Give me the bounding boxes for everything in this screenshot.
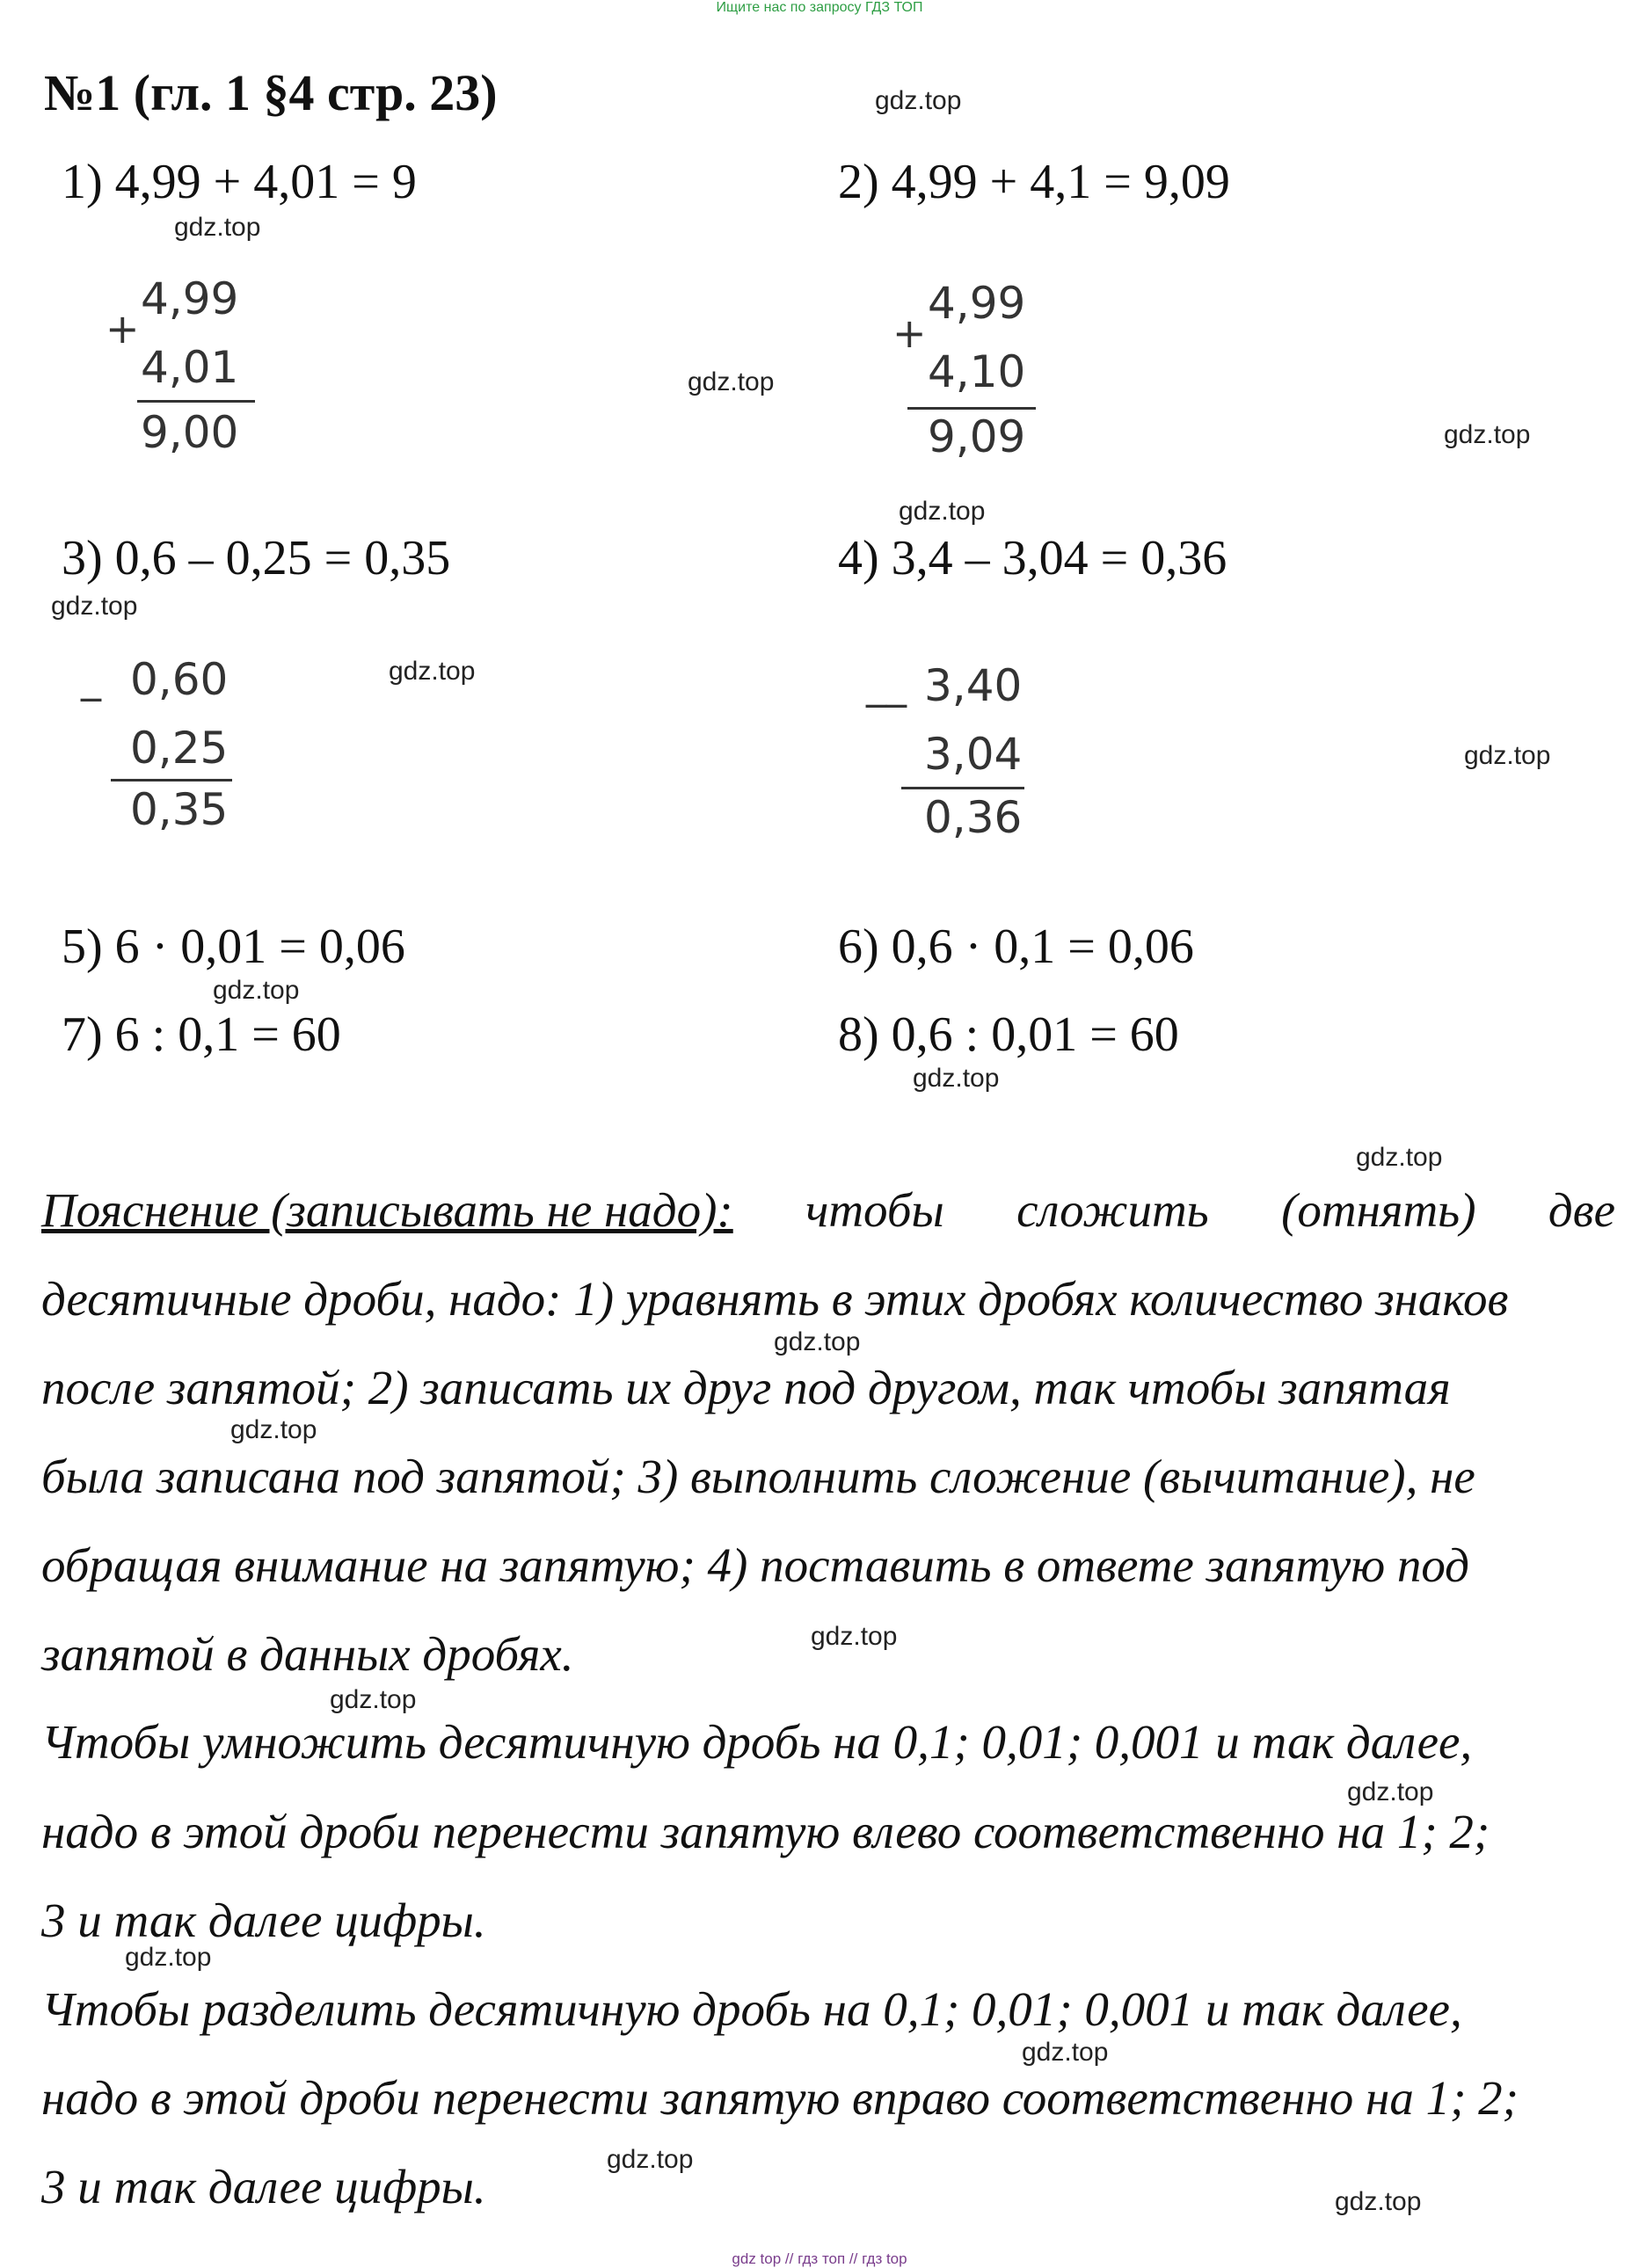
equation-5: 5) 6 · 0,01 = 0,06: [62, 920, 405, 974]
column-addition-1: [106, 273, 264, 470]
watermark: gdz.top: [1335, 2187, 1422, 2216]
explanation-label: Пояснение (записывать не надо):: [41, 1183, 733, 1237]
watermark: gdz.top: [230, 1415, 317, 1444]
divide-rule-line-3: 3 и так далее цифры.: [41, 2160, 486, 2213]
page-title: №1 (гл. 1 §4 стр. 23): [44, 64, 498, 121]
column-rule: [111, 779, 232, 781]
search-hint-banner: Ищите нас по запросу ГДЗ ТОП: [716, 0, 923, 15]
watermark: gdz.top: [1464, 741, 1551, 770]
watermark: gdz.top: [389, 657, 476, 686]
equation-4: 4) 3,4 – 3,04 = 0,36: [838, 531, 1227, 585]
divide-rule-line-2: надо в этой дроби перенести запятую вправо соответственно на 1; 2;: [41, 2071, 1519, 2125]
watermark: gdz.top: [51, 592, 138, 621]
explanation-line-4: была записана под запятой; 3) выполнить сложение (вычитание), не: [41, 1450, 1475, 1503]
column-bottom-number: 0,25: [130, 723, 229, 774]
column-top-number: 0,60: [130, 654, 229, 705]
watermark: gdz.top: [811, 1622, 898, 1651]
watermark: gdz.top: [607, 2145, 694, 2174]
column-top-number: 4,99: [928, 278, 1026, 329]
explanation-word: две: [1548, 1183, 1615, 1237]
column-subtraction-3: [81, 654, 239, 851]
column-bottom-number: 3,04: [924, 729, 1023, 780]
multiply-rule-line-1: Чтобы умножить десятичную дробь на 0,1; 0,01; 0,001 и так далее,: [41, 1715, 1473, 1769]
watermark: gdz.top: [1444, 420, 1531, 449]
minus-sign: _: [81, 654, 101, 701]
column-subtraction-4: [866, 660, 1042, 857]
column-top-number: 3,40: [924, 660, 1023, 711]
multiply-rule-line-3: 3 и так далее цифры.: [41, 1894, 486, 1947]
minus-sign: __: [866, 660, 907, 708]
equation-2: 2) 4,99 + 4,1 = 9,09: [838, 155, 1230, 209]
column-result: 0,36: [924, 792, 1023, 843]
column-rule: [901, 787, 1024, 789]
column-addition-2: [892, 278, 1051, 475]
watermark: gdz.top: [1022, 2038, 1109, 2067]
explanation-word: (отнять): [1281, 1183, 1476, 1237]
explanation-line-3: после запятой; 2) записать их друг под другом, так чтобы запятая: [41, 1361, 1451, 1414]
watermark: gdz.top: [1347, 1777, 1434, 1806]
watermark: gdz.top: [330, 1685, 417, 1714]
watermark: gdz.top: [125, 1943, 212, 1972]
column-top-number: 4,99: [141, 273, 239, 324]
plus-sign: +: [892, 309, 927, 357]
divide-rule-line-1: Чтобы разделить десятичную дробь на 0,1; 0,01; 0,001 и так далее,: [41, 1982, 1462, 2036]
plus-sign: +: [106, 305, 140, 353]
column-bottom-number: 4,10: [928, 346, 1026, 397]
equation-3: 3) 0,6 – 0,25 = 0,35: [62, 531, 451, 585]
column-rule: [907, 407, 1036, 410]
watermark: gdz.top: [774, 1327, 861, 1356]
footer-links: gdz top // гдз топ // гдз top: [732, 2250, 907, 2267]
explanation-line-6: запятой в данных дробях.: [41, 1627, 574, 1681]
explanation-line-5: обращая внимание на запятую; 4) поставить в ответе запятую под: [41, 1538, 1469, 1592]
equation-1: 1) 4,99 + 4,01 = 9: [62, 155, 417, 209]
explanation-line-2: десятичные дроби, надо: 1) уравнять в этих дробях количество знаков: [41, 1272, 1509, 1326]
column-result: 9,00: [141, 407, 239, 458]
equation-8: 8) 0,6 : 0,01 = 60: [838, 1007, 1179, 1062]
explanation-word: сложить: [1016, 1183, 1209, 1237]
watermark: gdz.top: [174, 213, 261, 242]
watermark: gdz.top: [913, 1064, 1000, 1093]
multiply-rule-line-2: надо в этой дроби перенести запятую влево соответственно на 1; 2;: [41, 1805, 1490, 1858]
watermark: gdz.top: [688, 367, 775, 396]
column-rule: [137, 400, 255, 403]
explanation-line-1: [41, 1182, 1615, 1238]
watermark: gdz.top: [899, 497, 986, 526]
watermark: gdz.top: [875, 86, 962, 115]
column-bottom-number: 4,01: [141, 342, 239, 393]
equation-6: 6) 0,6 · 0,1 = 0,06: [838, 920, 1194, 974]
watermark: gdz.top: [213, 976, 300, 1005]
watermark: gdz.top: [1356, 1143, 1443, 1172]
column-result: 9,09: [928, 411, 1026, 462]
equation-7: 7) 6 : 0,1 = 60: [62, 1007, 341, 1062]
explanation-word: чтобы: [805, 1183, 944, 1237]
column-result: 0,35: [130, 784, 229, 835]
